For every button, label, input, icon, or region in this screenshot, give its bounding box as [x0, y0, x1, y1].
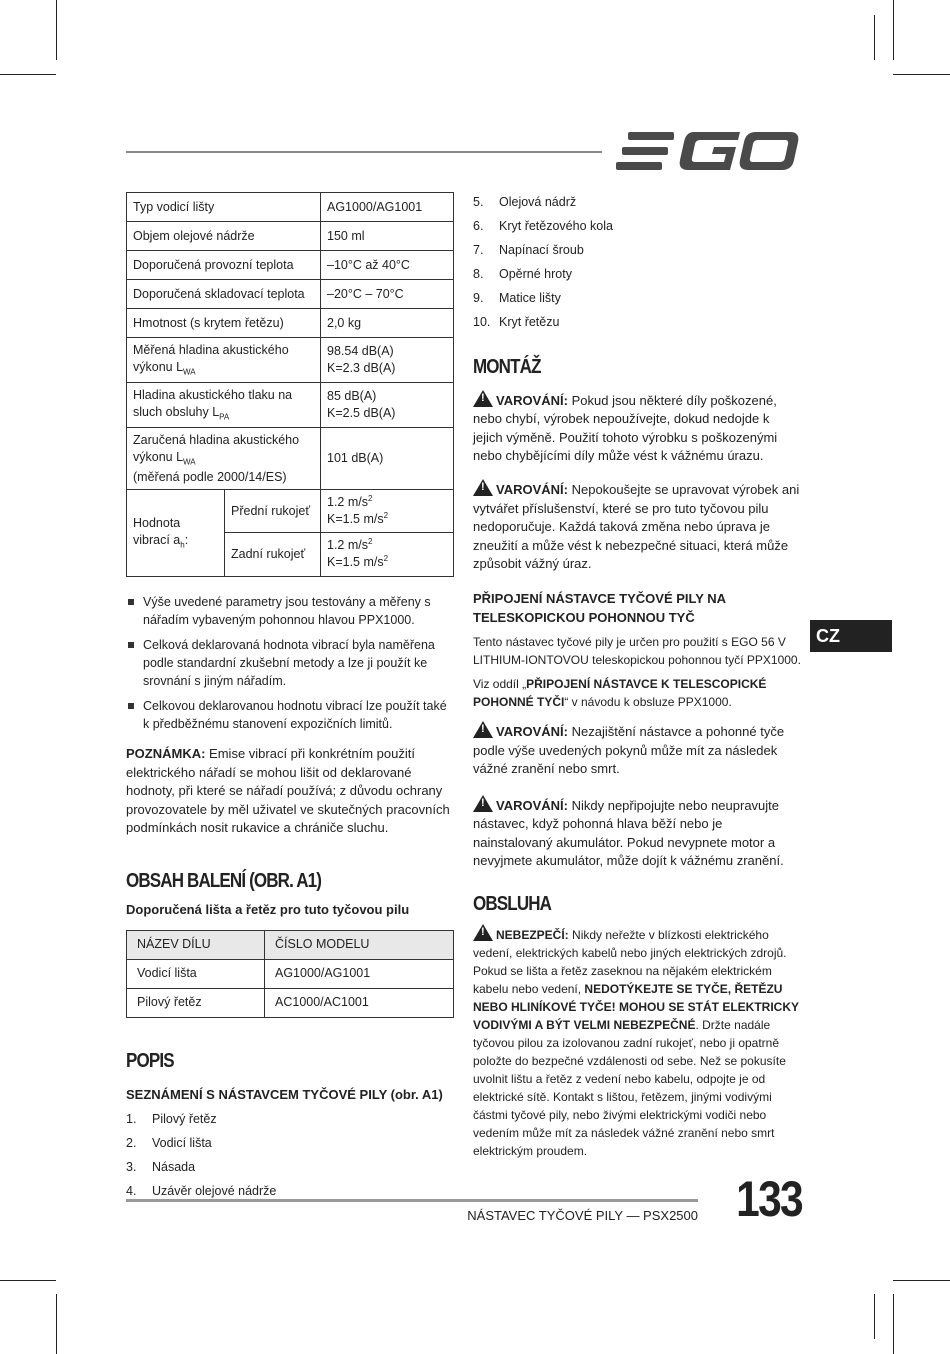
package-heading: OBSAH BALENÍ (OBR. A1): [126, 869, 322, 892]
spec-label: Doporučená skladovací teplota: [127, 280, 321, 309]
right-column: [473, 190, 801, 1160]
danger-paragraph: !NEBEZPEČÍ: Nikdy neřežte v blízkosti elektrického vedení, elektrických kabelů nebo jiných elektrických zdrojů. Pokud se lišta a řetěz zaseknou na nějakém elektrickém kabelu nebo vedení, NEDOTÝKEJTE SE TYČE, ŘETĚZU NEBO HLINÍKOVÉ TYČE! MOHOU SE STÁT ELEKTRICKY VODIVÝMI A BÝT VELMI NEBEZPEČNÉ. Držte nadále tyčovou pilou za izolovanou zadní rukojeť, nebo ji opatrně položte do bezpečné vzdálenosti od sebe. Než se pokusíte uvolnit lištu a řetěz z vedení nebo kabelu, odpojte je od elektrické sítě. Kontakt s lištou, řetězem, jinými vodivými částmi tyčové pily, nebo živými elektrickými vodiči nebo vedením může mít za následek vážné zranění nebo smrt elektrickým proudem.: [473, 924, 801, 1160]
table-row: [127, 989, 454, 1018]
language-tab: CZ: [810, 620, 892, 652]
spec-value: –20°C – 70°C: [321, 280, 454, 309]
spec-value: 1.2 $m/s^2$ K=1.5 $m/s^2$: [321, 490, 454, 533]
spec-row-sound-power: [127, 338, 454, 383]
spec-row-sound-pressure: [127, 383, 454, 428]
table-cell: AC1000/AC1001: [265, 989, 454, 1018]
spec-value: 1.2 $m/s^2$ K=1.5 $m/s^2$: [321, 533, 454, 576]
spec-row: [127, 222, 454, 251]
vibration-label: Hodnota vibrací $a_h$:: [127, 490, 225, 576]
spec-value: 85 dB(A) K=2.5 dB(A): [321, 383, 454, 428]
crop-mark: [874, 15, 875, 60]
warning-icon: [473, 390, 493, 407]
crop-mark: [893, 1294, 894, 1354]
table-cell: AG1000/AG1001: [265, 960, 454, 989]
crop-mark: [893, 0, 894, 60]
spec-value: 150 ml: [321, 222, 454, 251]
list-item: Celkovou deklarovanou hodnotu vibrací lze použít také k předběžnému stanovení expozičních limitů.: [126, 697, 454, 733]
spec-row: [127, 309, 454, 338]
ego-logo: [616, 130, 800, 172]
spec-row-vibration-front: [127, 490, 454, 533]
table-cell: Pilový řetěz: [127, 989, 265, 1018]
list-item: 3. Násada: [126, 1159, 196, 1174]
attach-heading: PŘIPOJENÍ NÁSTAVCE TYČOVÉ PILY NA TELESKOPICKOU POHONNOU TYČ: [473, 590, 726, 625]
description-heading: POPIS: [126, 1050, 174, 1073]
parts-header-cell: ČÍSLO MODELU: [265, 931, 454, 960]
parts-table: [126, 930, 454, 1018]
warning-paragraph: !VAROVÁNÍ: Pokud jsou některé díly poškozené, nebo chybí, výrobek nepoužívejte, dokud nedojde k jejich výměně. Použití tohoto výrobku s poškozenými nebo chybějícími díly může vést k vážnému úrazu.: [473, 390, 801, 466]
page-number: 133: [736, 1171, 802, 1227]
crop-mark: [56, 1294, 57, 1354]
spec-label: Objem olejové nádrže: [127, 222, 321, 251]
warning-paragraph: !VAROVÁNÍ: Nepokoušejte se upravovat výrobek ani vytvářet příslušenství, které se pro tuto tyčovou pilu nedoporučuje. Každá taková změna nebo úprava je zneužití a může vést k nebezpečné situaci, která může způsobit vážný úraz.: [473, 479, 801, 573]
spec-label: Hmotnost (s krytem řetězu): [127, 309, 321, 338]
list-item: 5. Olejová nádrž: [473, 195, 577, 209]
spec-row-guaranteed: [127, 428, 454, 490]
operation-heading: OBSLUHA: [473, 892, 552, 915]
list-item: 8. Opěrné hroty: [473, 267, 572, 281]
list-item: Celková deklarovaná hodnota vibrací byla naměřena podle standardní zkušební metody a lze ji použít ke srovnání s jiným nářadím.: [126, 636, 454, 690]
footer-rule: [126, 1199, 698, 1202]
spec-row: [127, 280, 454, 309]
list-item: 9. Matice lišty: [473, 291, 561, 305]
crop-mark: [56, 0, 57, 60]
spec-label: Měřená hladina akustického výkonu $L_{WA}$: [127, 338, 321, 383]
assembly-heading: MONTÁŽ: [473, 356, 541, 378]
parts-header: [127, 931, 454, 960]
spec-value: 2,0 kg: [321, 309, 454, 338]
footer-title: NÁSTAVEC TYČOVÉ PILY — PSX2500: [467, 1208, 698, 1223]
spec-label: Hladina akustického tlaku na sluch obsluhy $L_{PA}$: [127, 383, 321, 428]
spec-label: Typ vodicí lišty: [127, 193, 321, 222]
table-cell: Vodicí lišta: [127, 960, 265, 989]
see-section-text: Viz oddíl „PŘIPOJENÍ NÁSTAVCE K TELESCOPICKÉ POHONNÉ TYČI“ v návodu k obsluze PPX1000.: [473, 677, 767, 710]
spec-row: [127, 251, 454, 280]
package-subheading: Doporučená lišta a řetěz pro tuto tyčovou pilu: [126, 902, 410, 918]
list-item: 7. Napínací šroub: [473, 243, 584, 257]
crop-mark: [0, 74, 56, 75]
parts-header-cell: NÁZEV DÍLU: [127, 931, 265, 960]
parts-list-right: [473, 190, 801, 334]
spec-value: 98.54 dB(A) K=2.3 dB(A): [321, 338, 454, 383]
note-paragraph: POZNÁMKA: Emise vibrací při konkrétním použití elektrického nářadí se mohou lišit od deklarované hodnoty, při které se nářadí používá; z důvodu ochrany provozovatele by měl uživatel ve skutečných pracovních podmínkách nosit rukavice a chrániče sluchu.: [126, 746, 450, 836]
list-item: 4. Uzávěr olejové nádrže: [126, 1183, 277, 1198]
warning-icon: [473, 795, 493, 812]
warning-icon: [473, 721, 493, 738]
attach-text: Tento nástavec tyčové pily je určen pro použití s EGO 56 V LITHIUM-IONTOVOU teleskopickou pohonnou tyčí PPX1000.: [473, 635, 801, 668]
danger-icon: [473, 924, 493, 941]
list-item: 1. Pilový řetěz: [126, 1111, 217, 1126]
warning-paragraph: !VAROVÁNÍ: Nezajištění nástavce a pohonné tyče podle výše uvedených pokynů může mít za následek vážné zranění nebo smrt.: [473, 721, 801, 778]
spec-label: Doporučená provozní teplota: [127, 251, 321, 280]
left-column: [126, 192, 454, 1203]
parameter-notes: [126, 593, 454, 734]
spec-table: [126, 192, 454, 577]
spec-row: [127, 193, 454, 222]
spec-value: 101 dB(A): [321, 428, 454, 490]
rear-handle-label: Zadní rukojeť: [225, 533, 321, 576]
crop-mark: [0, 1280, 56, 1281]
spec-value: –10°C až 40°C: [321, 251, 454, 280]
header-rule: [126, 151, 602, 153]
front-handle-label: Přední rukojeť: [225, 490, 321, 533]
description-subheading: SEZNÁMENÍ S NÁSTAVCEM TYČOVÉ PILY (obr. A1): [126, 1086, 443, 1102]
crop-mark: [874, 1294, 875, 1339]
list-item: Výše uvedené parametry jsou testovány a měřeny s nářadím vybaveným pohonnou hlavou PPX1000.: [126, 593, 454, 629]
spec-value: AG1000/AG1001: [321, 193, 454, 222]
warning-paragraph: !VAROVÁNÍ: Nikdy nepřipojujte nebo neupravujte nástavec, když pohonná hlava běží nebo je nainstalovaný akumulátor. Pokud nevypnete motor a nevyjmete akumulátor, může dojít k vážnému zranění.: [473, 795, 801, 871]
parts-list-left: [126, 1107, 454, 1203]
warning-icon: [473, 479, 493, 496]
table-row: [127, 960, 454, 989]
list-item: 10. Kryt řetězu: [473, 315, 560, 329]
list-item: 2. Vodicí lišta: [126, 1135, 212, 1150]
crop-mark: [893, 74, 950, 75]
crop-mark: [893, 1280, 950, 1281]
list-item: 6. Kryt řetězového kola: [473, 219, 613, 233]
spec-label: Zaručená hladina akustického výkonu $L_{WA}$ (měřená podle 2000/14/ES): [127, 428, 321, 490]
